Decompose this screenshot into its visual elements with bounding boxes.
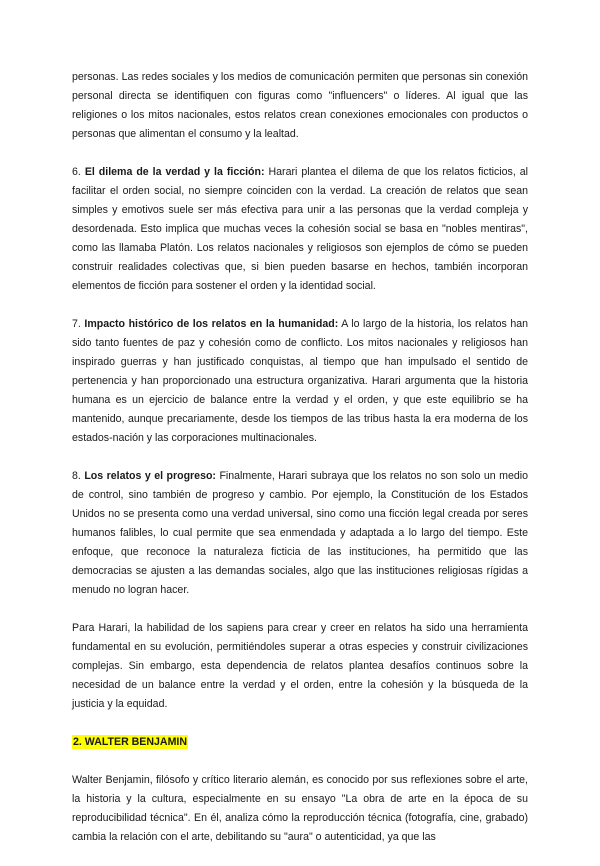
list-item-number: 6. (72, 166, 81, 178)
list-item-title: El dilema de la verdad y la ficción: (84, 166, 265, 178)
list-item-6 (72, 163, 528, 296)
list-item-8 (72, 467, 528, 600)
document-page (72, 68, 528, 866)
list-item-number: 8. (72, 470, 81, 482)
section-heading-text: 2. WALTER BENJAMIN (73, 736, 187, 748)
paragraph-intro-continuation: personas. Las redes sociales y los medios de comunicación permiten que personas sin conexión personal directa se identifiquen con figuras como "influencers" o líderes. Al igual que las religiones o los mitos nacionales, estos relatos crean conexiones emocionales con productos o personas que alimentan el consumo y la lealtad. (72, 71, 528, 140)
list-item-text: Finalmente, Harari subraya que los relatos no son solo un medio de control, sino también de progreso y cambio. Por ejemplo, la Constitución de los Estados Unidos no se presenta como una verdad universal, sino como una ficción legal creada por seres humanos falibles, lo cual permite que sea enmendada y adaptada a lo largo del tiempo. Este enfoque, que reconoce la naturaleza ficticia de las instituciones, ha permitido que las democracias se ajusten a las demandas sociales, algo que las instituciones religiosas rígidas a menudo no logran hacer. (72, 470, 529, 596)
section-heading (72, 733, 528, 752)
paragraph-conclusion: Para Harari, la habilidad de los sapiens para crear y creer en relatos ha sido una herramienta fundamental en su evolución, permitiéndoles superar a otras especies y construir civilizaciones complejas. Sin embargo, esta dependencia de relatos plantea desafíos continuos sobre la necesidad de un balance entre la verdad y el orden, entre la cohesión y la búsqueda de la justicia y la equidad. (72, 622, 528, 710)
paragraph-section-2: Walter Benjamin, filósofo y crítico literario alemán, es conocido por sus reflexiones sobre el arte, la historia y la cultura, especialmente en su ensayo "La obra de arte en la época de su reproducibilidad técnica". En él, analiza cómo la reproducción técnica (fotografía, cine, grabado) cambia la relación con el arte, debilitando su "aura" o autenticidad, ya que las (72, 774, 528, 843)
list-item-text: A lo largo de la historia, los relatos han sido tanto fuentes de paz y cohesión como de conflicto. Los mitos nacionales y religiosos han inspirado guerras y han justificado conquistas, al tiempo que han impulsado el sentido de pertenencia y han proporcionado una estructura organizativa. Harari argumenta que la historia humana es un ejercicio de balance entre la verdad y el orden, y que este equilibrio se ha mantenido, aunque precariamente, desde los tiempos de las tribus hasta la era moderna de los estados-nación y las corporaciones multinacionales. (72, 318, 529, 444)
list-item-title: Impacto histórico de los relatos en la humanidad: (84, 318, 339, 330)
list-item-text: Harari plantea el dilema de que los relatos ficticios, al facilitar el orden social, no siempre coinciden con la verdad. La creación de relatos que sean simples y emotivos suele ser más efectiva para unir a las personas que la verdad compleja y desordenada. Esto implica que muchas veces la cohesión social se basa en "nobles mentiras", como las llamaba Platón. Los relatos nacionales y religiosos son ejemplos de cómo se pueden construir realidades colectivas que, si bien pueden basarse en hechos, también incorporan elementos de ficción para sostener el orden y la identidad social. (72, 166, 529, 292)
list-item-title: Los relatos y el progreso: (84, 470, 216, 482)
list-item-number: 7. (72, 318, 81, 330)
list-item-7 (72, 315, 528, 448)
